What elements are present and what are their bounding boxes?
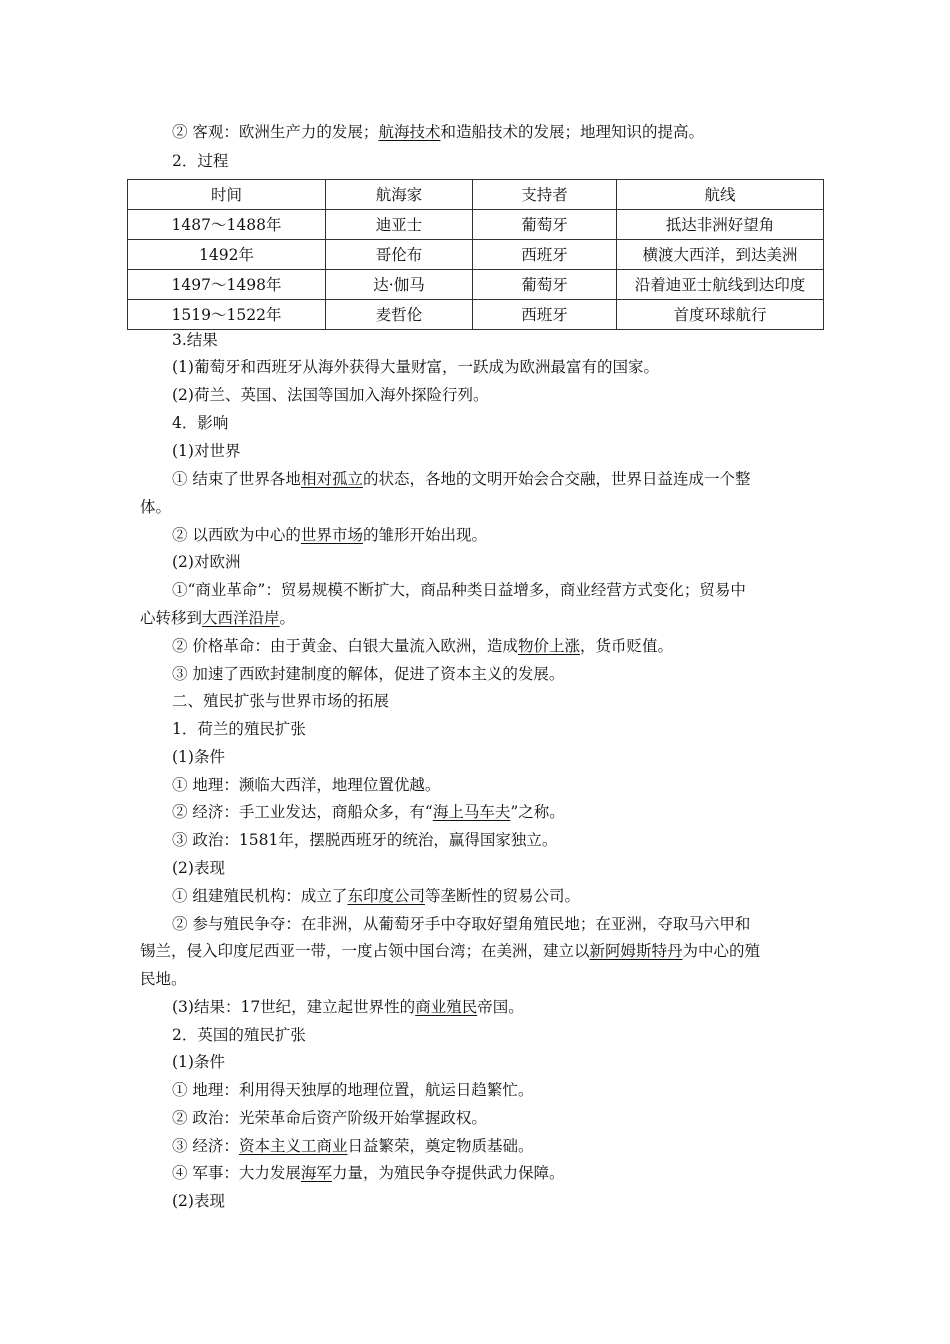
paragraph-europe-2 — [172, 636, 830, 656]
text: 的状态，各地的文明开始会合交融，世界日益连成一个整 — [362, 470, 751, 488]
text: ② 以西欧为中心的 — [172, 526, 301, 544]
text: 力量，为殖民争夺提供武力保障。 — [331, 1164, 565, 1182]
table-cell: 葡萄牙 — [473, 270, 617, 300]
underlined-term: 物价上涨 — [517, 637, 580, 655]
table-cell: 西班牙 — [473, 300, 617, 330]
paragraph-world-1-cont: 体。 — [140, 498, 172, 516]
table-cell: 迪亚士 — [326, 210, 473, 240]
table-row — [128, 240, 824, 270]
paragraph-result-2: (2)荷兰、英国、法国等国加入海外探险行列。 — [172, 386, 489, 404]
table-cell: 西班牙 — [473, 240, 617, 270]
table-cell: 1519～1522年 — [128, 300, 326, 330]
subheading-world: (1)对世界 — [172, 442, 241, 460]
underlined-term: 海军 — [300, 1164, 332, 1182]
table-cell: 麦哲伦 — [326, 300, 473, 330]
text: 锡兰，侵入印度尼西亚一带，一度占领中国台湾；在美洲，建立以 — [140, 942, 590, 960]
table-header-cell: 航海家 — [326, 180, 473, 210]
paragraph-europe-3: ③ 加速了西欧封建制度的解体，促进了资本主义的发展。 — [172, 665, 565, 683]
table-row — [128, 210, 824, 240]
table-cell: 哥伦布 — [326, 240, 473, 270]
table-header-cell: 航线 — [617, 180, 824, 210]
heading-process: 2．过程 — [172, 152, 229, 170]
table-cell: 首度环球航行 — [617, 300, 824, 330]
paragraph-objective — [172, 122, 830, 142]
table-cell: 1497～1498年 — [128, 270, 326, 300]
paragraph-nl-contest-cont — [140, 941, 830, 961]
text: 。 — [279, 609, 296, 627]
paragraph-nl-economy — [172, 802, 830, 822]
table-header-row — [128, 180, 824, 210]
heading-impact: 4．影响 — [172, 414, 229, 432]
subheading-conditions: (1)条件 — [172, 748, 225, 766]
paragraph-nl-contest-cont2: 民地。 — [140, 970, 187, 988]
table-cell: 横渡大西洋，到达美洲 — [617, 240, 824, 270]
text: ② 价格革命：由于黄金、白银大量流入欧洲，造成 — [172, 637, 518, 655]
text: 和造船技术的发展；地理知识的提高。 — [440, 123, 704, 141]
text: 日益繁荣，奠定物质基础。 — [347, 1137, 534, 1155]
text: ② 客观：欧洲生产力的发展； — [172, 123, 379, 141]
underlined-term: 资本主义工商业 — [238, 1137, 348, 1155]
text: 为中心的殖 — [682, 942, 761, 960]
paragraph-en-military — [172, 1163, 830, 1183]
table-cell: 1492年 — [128, 240, 326, 270]
voyage-table — [127, 179, 824, 330]
paragraph-nl-geo: ① 地理：濒临大西洋，地理位置优越。 — [172, 776, 441, 794]
paragraph-nl-contest: ② 参与殖民争夺：在非洲，从葡萄牙手中夺取好望角殖民地；在亚洲，夺取马六甲和 — [172, 915, 751, 933]
paragraph-en-economy — [172, 1136, 830, 1156]
underlined-term: 东印度公司 — [347, 887, 425, 905]
table-cell: 葡萄牙 — [473, 210, 617, 240]
text: ④ 军事：大力发展 — [172, 1164, 301, 1182]
text: 帝国。 — [477, 998, 524, 1016]
table-header-cell: 支持者 — [473, 180, 617, 210]
paragraph-world-2 — [172, 525, 830, 545]
paragraph-europe-1: ①“商业革命”：贸易规模不断扩大，商品种类日益增多，商业经营方式变化；贸易中 — [172, 581, 746, 599]
underlined-term: 大西洋沿岸 — [202, 609, 280, 627]
paragraph-nl-result — [172, 997, 830, 1017]
text: ，货币贬值。 — [579, 637, 673, 655]
table-cell: 1487～1488年 — [128, 210, 326, 240]
paragraph-en-politics: ② 政治：光荣革命后资产阶级开始掌握政权。 — [172, 1109, 487, 1127]
text: (3)结果：17世纪，建立起世界性的 — [172, 998, 416, 1016]
paragraph-world-1 — [172, 469, 830, 489]
text: ③ 经济： — [172, 1137, 239, 1155]
underlined-term: 相对孤立 — [300, 470, 363, 488]
text: 等垄断性的贸易公司。 — [424, 887, 580, 905]
heading-netherlands: 1．荷兰的殖民扩张 — [172, 720, 306, 738]
paragraph-nl-politics: ③ 政治：1581年，摆脱西班牙的统治，赢得国家独立。 — [172, 831, 558, 849]
underlined-term: 海上马车夫 — [432, 803, 511, 821]
subheading-europe: (2)对欧洲 — [172, 553, 241, 571]
underlined-term: 商业殖民 — [415, 998, 478, 1016]
underlined-term: 航海技术 — [378, 123, 441, 141]
section-heading-2: 二、殖民扩张与世界市场的拓展 — [172, 692, 390, 710]
subheading-conditions: (1)条件 — [172, 1053, 225, 1071]
paragraph-europe-1-cont — [140, 608, 830, 628]
table-header-cell: 时间 — [128, 180, 326, 210]
text: ② 经济：手工业发达，商船众多，有“ — [172, 803, 433, 821]
paragraph-en-geo: ① 地理：利用得天独厚的地理位置，航运日趋繁忙。 — [172, 1081, 534, 1099]
table-row — [128, 270, 824, 300]
heading-england: 2．英国的殖民扩张 — [172, 1026, 306, 1044]
subheading-performance: (2)表现 — [172, 859, 225, 877]
table-cell: 达·伽马 — [326, 270, 473, 300]
text: 心转移到 — [140, 609, 203, 627]
text: ① 结束了世界各地 — [172, 470, 301, 488]
heading-result: 3.结果 — [172, 331, 218, 349]
underlined-term: 新阿姆斯特丹 — [589, 942, 683, 960]
text: 的雏形开始出现。 — [362, 526, 487, 544]
underlined-term: 世界市场 — [300, 526, 363, 544]
text: ① 组建殖民机构：成立了 — [172, 887, 348, 905]
table-row — [128, 300, 824, 330]
subheading-performance: (2)表现 — [172, 1192, 225, 1210]
table-cell: 沿着迪亚士航线到达印度 — [617, 270, 824, 300]
paragraph-nl-org — [172, 886, 830, 906]
text: ”之称。 — [510, 803, 565, 821]
paragraph-result-1: (1)葡萄牙和西班牙从海外获得大量财富，一跃成为欧洲最富有的国家。 — [172, 358, 659, 376]
table-cell: 抵达非洲好望角 — [617, 210, 824, 240]
